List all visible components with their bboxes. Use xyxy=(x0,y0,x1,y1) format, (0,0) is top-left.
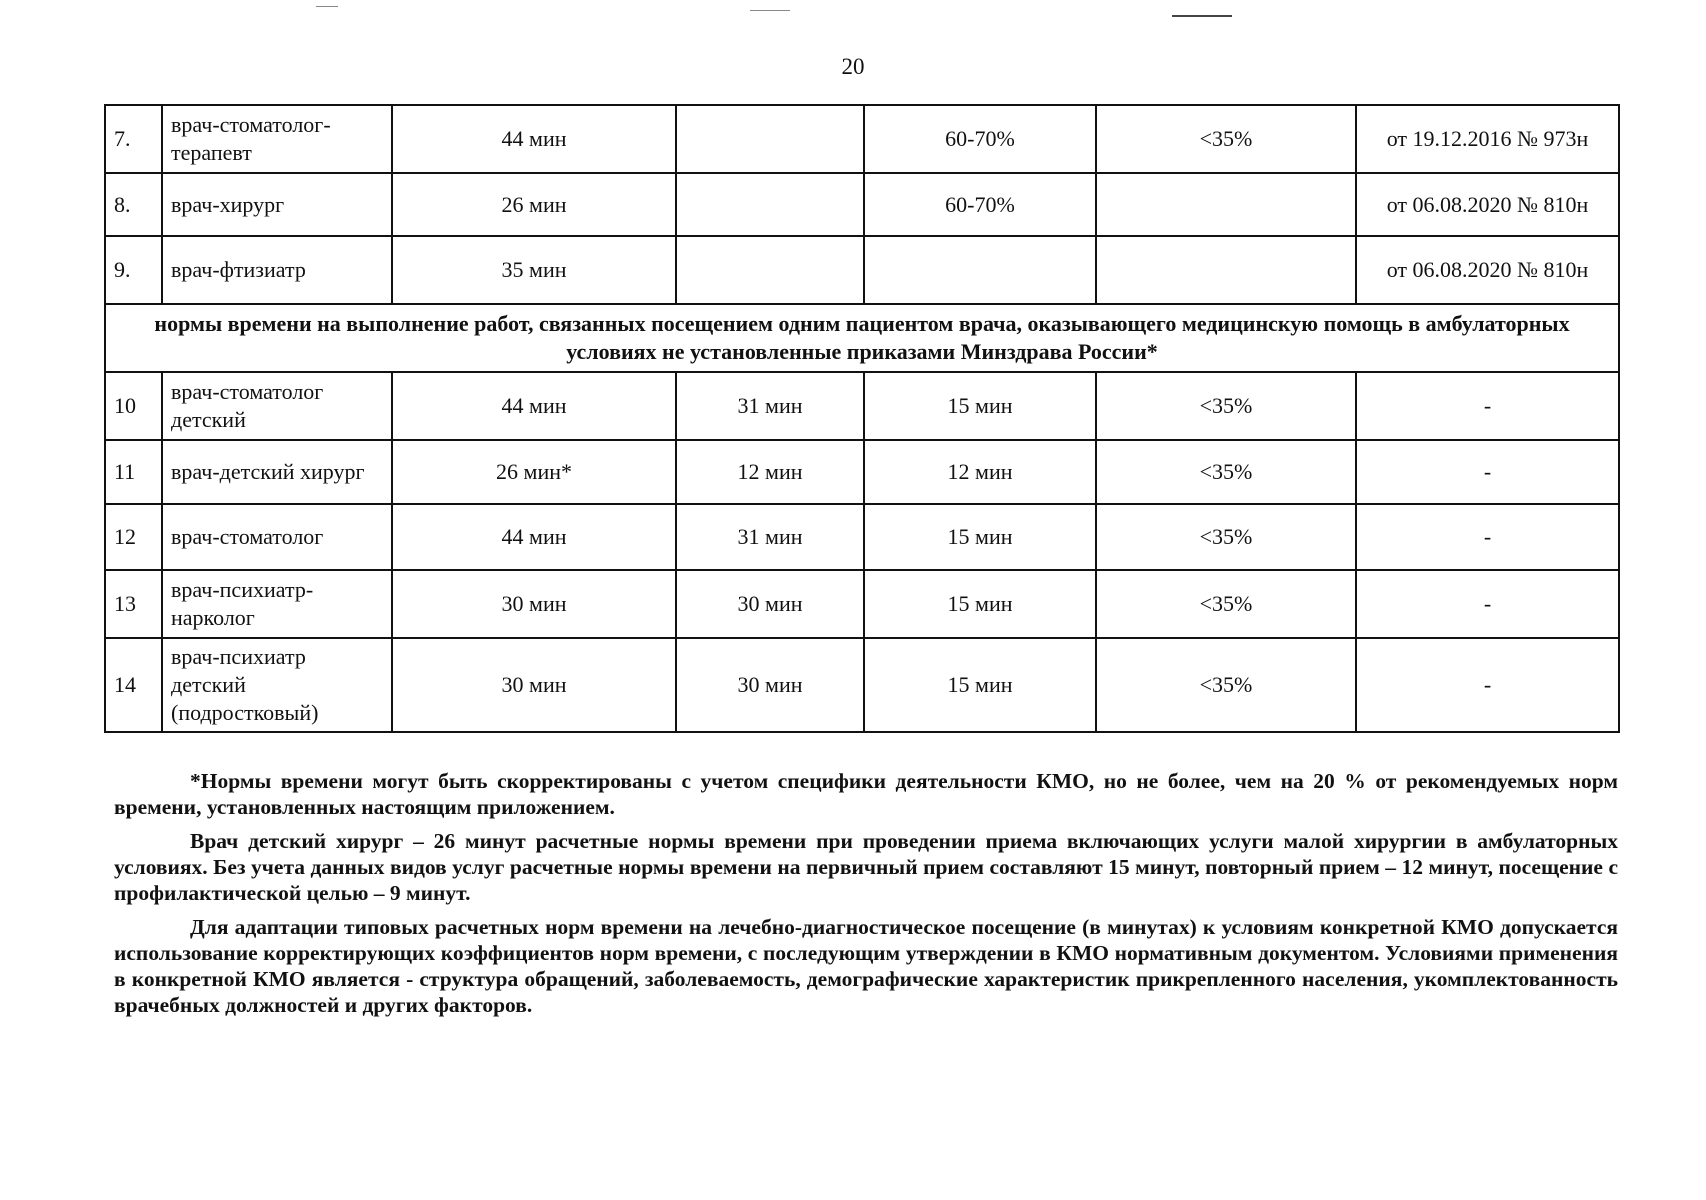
row-number: 8. xyxy=(105,173,162,236)
table-cell: 60-70% xyxy=(864,173,1096,236)
table-cell xyxy=(676,236,864,304)
section-row xyxy=(105,304,1619,372)
row-number: 11 xyxy=(105,440,162,504)
row-number: 9. xyxy=(105,236,162,304)
table-cell: 15 мин xyxy=(864,638,1096,732)
table-row xyxy=(105,638,1619,732)
note-paragraph: Врач детский хирург – 26 минут расчетные нормы времени при проведении приема включающих услуги малой хирургии в амбулаторных условиях. Без учета данных видов услуг расчетные нормы времени на первичный прием составляют 15 минут, повторный прием – 12 минут, посещение с профилактической целью – 9 минут. xyxy=(114,829,1618,905)
table-cell: 12 мин xyxy=(676,440,864,504)
table-cell xyxy=(676,173,864,236)
doctor-name: врач-фтизиатр xyxy=(162,236,392,304)
order-reference: от 19.12.2016 № 973н xyxy=(1356,105,1619,173)
table-cell: 15 мин xyxy=(864,570,1096,638)
table-cell: <35% xyxy=(1096,372,1356,440)
note-paragraph: Для адаптации типовых расчетных норм времени на лечебно-диагностическое посещение (в минутах) к условиям конкретной КМО допускается использование корректирующих коэффициентов норм времени, с последующим утверждении в КМО нормативным документом. Условиями применения в конкретной КМО является - структура обращений, заболеваемость, демографические характеристик прикрепленного населения, укомплектованность врачебных должностей и других факторов. xyxy=(114,915,1618,1017)
row-number: 14 xyxy=(105,638,162,732)
table-cell: 12 мин xyxy=(864,440,1096,504)
doctor-name: врач-психиатр-нарколог xyxy=(162,570,392,638)
table-cell: 44 мин xyxy=(392,105,676,173)
row-number: 13 xyxy=(105,570,162,638)
row-number: 12 xyxy=(105,504,162,570)
scan-mark xyxy=(750,10,790,11)
page-number: 20 xyxy=(841,54,865,79)
doctor-name: врач-стоматолог xyxy=(162,504,392,570)
table-cell xyxy=(676,105,864,173)
row-number: 7. xyxy=(105,105,162,173)
table-cell: 26 мин xyxy=(392,173,676,236)
table-cell: 31 мин xyxy=(676,504,864,570)
table-cell xyxy=(1096,173,1356,236)
table-cell xyxy=(1096,236,1356,304)
table-cell: 30 мин xyxy=(676,638,864,732)
table-cell: <35% xyxy=(1096,638,1356,732)
table-cell: 15 мин xyxy=(864,372,1096,440)
scan-mark xyxy=(1172,15,1232,17)
order-reference: - xyxy=(1356,440,1619,504)
doctor-name: врач-психиатр детский (подростковый) xyxy=(162,638,392,732)
notes xyxy=(114,768,1618,1026)
table-row xyxy=(105,173,1619,236)
row-number: 10 xyxy=(105,372,162,440)
table-cell: 31 мин xyxy=(676,372,864,440)
table-cell: 44 мин xyxy=(392,504,676,570)
table-cell: <35% xyxy=(1096,570,1356,638)
table-row xyxy=(105,372,1619,440)
table-cell xyxy=(864,236,1096,304)
doctor-name: врач-детский хирург xyxy=(162,440,392,504)
table-cell: 30 мин xyxy=(392,570,676,638)
order-reference: - xyxy=(1356,570,1619,638)
doctor-name: врач-хирург xyxy=(162,173,392,236)
norms-table xyxy=(104,104,1620,733)
doctor-name: врач-стоматолог детский xyxy=(162,372,392,440)
table-row xyxy=(105,570,1619,638)
table-row xyxy=(105,504,1619,570)
table-row xyxy=(105,236,1619,304)
doctor-name: врач-стоматолог-терапевт xyxy=(162,105,392,173)
table-cell: 35 мин xyxy=(392,236,676,304)
order-reference: от 06.08.2020 № 810н xyxy=(1356,173,1619,236)
table-cell: 44 мин xyxy=(392,372,676,440)
table-cell: <35% xyxy=(1096,440,1356,504)
note-paragraph: *Нормы времени могут быть скорректированы с учетом специфики деятельности КМО, но не более, чем на 20 % от рекомендуемых норм времени, установленных настоящим приложением. xyxy=(114,769,1618,819)
scan-mark xyxy=(316,6,338,7)
table-row xyxy=(105,440,1619,504)
table-cell: 15 мин xyxy=(864,504,1096,570)
table-cell: 30 мин xyxy=(676,570,864,638)
table-cell: <35% xyxy=(1096,504,1356,570)
order-reference: от 06.08.2020 № 810н xyxy=(1356,236,1619,304)
table-row xyxy=(105,105,1619,173)
table-cell: <35% xyxy=(1096,105,1356,173)
order-reference: - xyxy=(1356,638,1619,732)
order-reference: - xyxy=(1356,504,1619,570)
table-cell: 60-70% xyxy=(864,105,1096,173)
table-cell: 30 мин xyxy=(392,638,676,732)
table-cell: 26 мин* xyxy=(392,440,676,504)
order-reference: - xyxy=(1356,372,1619,440)
section-title: нормы времени на выполнение работ, связанных посещением одним пациентом врача, оказывающего медицинскую помощь в амбулаторных условиях не установленные приказами Минздрава России* xyxy=(105,304,1619,372)
